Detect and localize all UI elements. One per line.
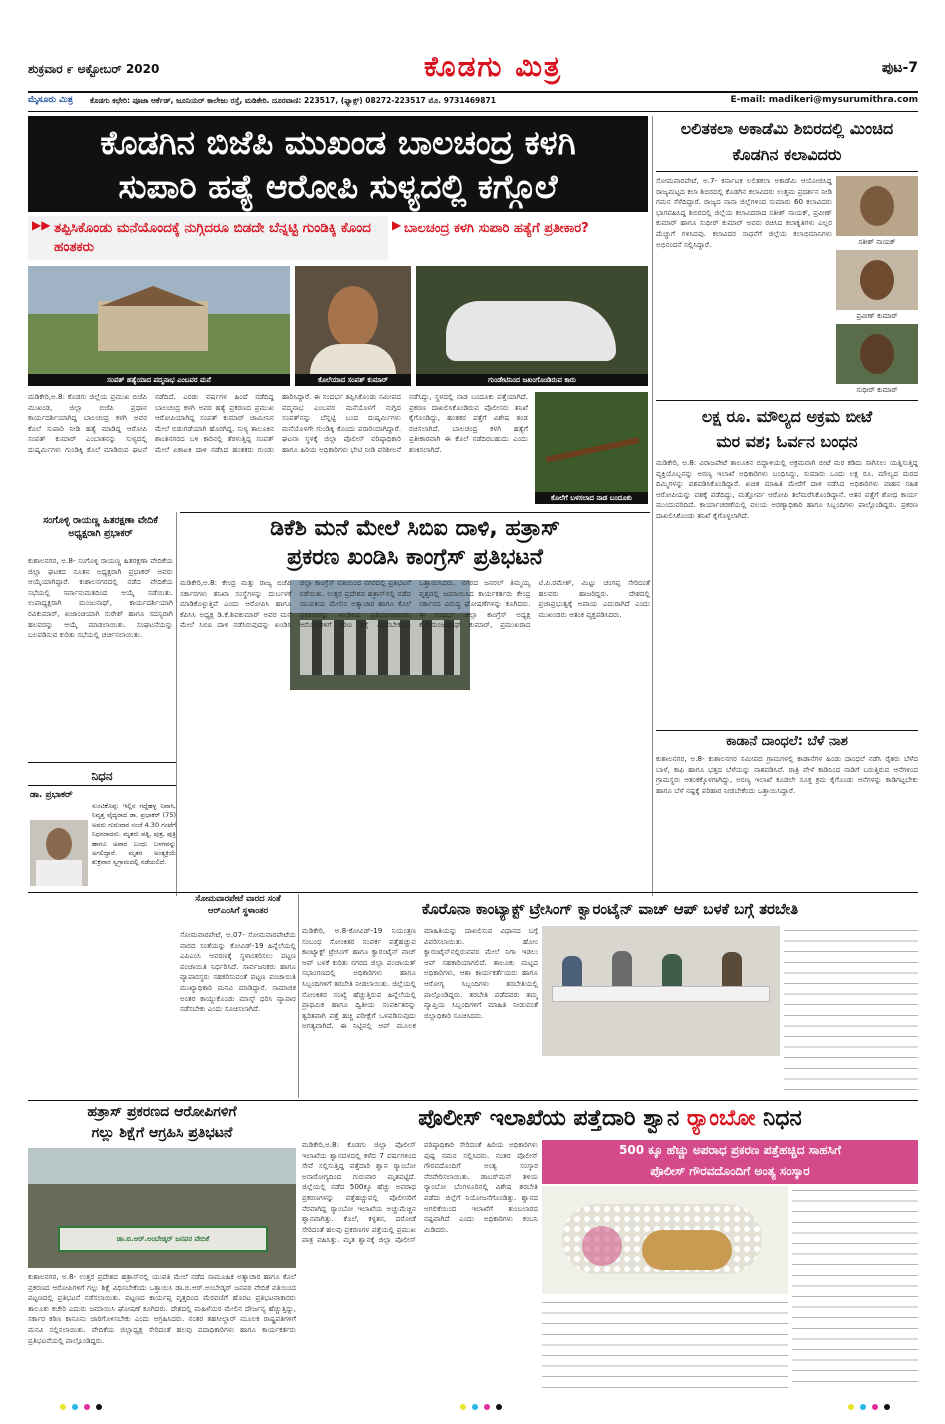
masthead-rule bbox=[28, 91, 918, 93]
photo-victim bbox=[295, 266, 411, 386]
lead-subhead-right bbox=[392, 216, 648, 260]
dog-body: ಮಡಿಕೇರಿ,ಅ.8: ಕೊಡಗು ಜಿಲ್ಲಾ ಪೊಲೀಸ್ ಇಲಾಖೆಯ ಶ್ವಾನದಳದಲ್ಲಿ ಕಳೆದ 7 ವರ್ಷಗಳಿಂದ ಸೇವೆ ಸಲ್ಲಿಸುತ್ತಿದ್ದ ಪತ್ತೆದಾರಿ ಶ್ವಾನ ರ್‍ಯಾಂಬೋ ಅನಾರೋಗ್ಯದಿಂದ ಗುರುವಾರ ಮೃತಪಟ್ಟಿದೆ. ಜಿಲ್ಲೆಯಲ್ಲಿ ನಡೆದ 500ಕ್ಕೂ ಹೆಚ್ಚು ಅಪರಾಧ ಪ್ರಕರಣಗಳನ್ನು ಪತ್ತೆಹಚ್ಚುವಲ್ಲಿ ಪೊಲೀಸರಿಗೆ ನೆರವಾಗಿದ್ದ ರ್‍ಯಾಂಬೋ ಇಲಾಖೆಯ ಅಚ್ಚುಮೆಚ್ಚಿನ ಶ್ವಾನವಾಗಿತ್ತು. ಕೊಲೆ, ಕಳ್ಳತನ, ದರೋಡೆ ಸೇರಿದಂತೆ ಹಲವು ಪ್ರಕರಣಗಳ ಪತ್ತೆಯಲ್ಲಿ ಪ್ರಮುಖ ಪಾತ್ರ ವಹಿಸಿತ್ತು. ಮೃತ ಶ್ವಾನಕ್ಕೆ ಜಿಲ್ಲಾ ಪೊಲೀಸ್ ವರಿಷ್ಠಾಧಿಕಾರಿ ಸೇರಿದಂತೆ ಹಿರಿಯ ಅಧಿಕಾರಿಗಳು ಪುಷ್ಪ ನಮನ ಸಲ್ಲಿಸಿದರು. ನಂತರ ಪೊಲೀಸ್ ಗೌರವದೊಂದಿಗೆ ಅಂತ್ಯ ಸಂಸ್ಕಾರ ನೆರವೇರಿಸಲಾಯಿತು. ಡಾಬರ್‌ಮನ್ ತಳಿಯ ರ್‍ಯಾಂಬೋ ಬೆಂಗಳೂರಿನಲ್ಲಿ ವಿಶೇಷ ತರಬೇತಿ ಪಡೆದು ಜಿಲ್ಲೆಗೆ ನಿಯೋಜನೆಗೊಂಡಿತ್ತು. ಶ್ವಾನದ ಅಗಲಿಕೆಯಿಂದ ಇಲಾಖೆಗೆ ತುಂಬಲಾರದ ನಷ್ಟವಾಗಿದೆ ಎಂದು ಅಧಿಕಾರಿಗಳು ಕಂಬನಿ ಮಿಡಿದರು. bbox=[302, 1140, 538, 1245]
address-strip bbox=[28, 95, 918, 109]
photo-gun bbox=[535, 392, 648, 504]
portrait-praveen bbox=[836, 250, 918, 322]
obituary-section: ನಿಧನ bbox=[28, 766, 176, 786]
rayanna-body: ಕುಶಾಲನಗರ, ಅ.8- ಸಂಗೊಳ್ಳಿ ರಾಯಣ್ಣ ಹಿತರಕ್ಷಣಾ ವೇದಿಕೆಯ ಜಿಲ್ಲಾ ಘಟಕದ ನೂತನ ಅಧ್ಯಕ್ಷರಾಗಿ ಪ್ರಭಾಕರ್ ಅವರು ಆಯ್ಕೆಯಾಗಿದ್ದಾರೆ. ಕುಶಾಲನಗರದಲ್ಲಿ ನಡೆದ ವೇದಿಕೆಯ ಸಭೆಯಲ್ಲಿ ಸರ್ವಾನುಮತದಿಂದ ಆಯ್ಕೆ ನಡೆಯಿತು. ಉಪಾಧ್ಯಕ್ಷರಾಗಿ ಮಂಜುನಾಥ್, ಕಾರ್ಯದರ್ಶಿಯಾಗಿ ರವಿಕುಮಾರ್, ಖಜಾಂಚಿಯಾಗಿ ಸುರೇಶ್ ಹಾಗೂ ಸದಸ್ಯರಾಗಿ ಹಲವರನ್ನು ಆಯ್ಕೆ ಮಾಡಲಾಯಿತು. ಸಂಘಟನೆಯನ್ನು ಬಲಪಡಿಸುವ ಕುರಿತು ಸಭೆಯಲ್ಲಿ ಚರ್ಚಿಸಲಾಯಿತು. bbox=[28, 556, 173, 640]
photo-house bbox=[28, 266, 290, 386]
dog-headline-part3: ನಿಧನ bbox=[763, 1106, 802, 1131]
congress-headline bbox=[180, 514, 650, 572]
covid-body: ಮಡಿಕೇರಿ, ಅ.8-ಕೋವಿಡ್-19 ನಿಯಂತ್ರಣ ಸಂಬಂಧ ಸೋಂಕಿತರ ಸಂಪರ್ಕ ಪತ್ತೆಹಚ್ಚುವ ಕಾಂಟ್ಯಾಕ್ಟ್ ಟ್ರೇಸಿಂಗ್ ಹಾಗೂ ಕ್ವಾರಂಟೈನ್ ವಾಚ್ ಆಪ್ ಬಳಕೆ ಕುರಿತು ನಗರದ ಜಿಲ್ಲಾ ಪಂಚಾಯತ್ ಸಭಾಂಗಣದಲ್ಲಿ ಅಧಿಕಾರಿಗಳು ಹಾಗೂ ಸಿಬ್ಬಂದಿಗಳಿಗೆ ತರಬೇತಿ ನೀಡಲಾಯಿತು. ಜಿಲ್ಲೆಯಲ್ಲಿ ಸೋಂಕಿತರ ಸಂಖ್ಯೆ ಹೆಚ್ಚುತ್ತಿರುವ ಹಿನ್ನೆಲೆಯಲ್ಲಿ ಪ್ರಾಥಮಿಕ ಹಾಗೂ ದ್ವಿತೀಯ ಸಂಪರ್ಕಿತರನ್ನು ತ್ವರಿತವಾಗಿ ಪತ್ತೆ ಹಚ್ಚಿ ಪರೀಕ್ಷೆಗೆ ಒಳಪಡಿಸುವುದು ಅಗತ್ಯವಾಗಿದೆ. ಈ ನಿಟ್ಟಿನಲ್ಲಿ ಆಪ್ ಮೂಲಕ ಮಾಹಿತಿಯನ್ನು ದಾಖಲಿಸುವ ವಿಧಾನದ ಬಗ್ಗೆ ವಿವರಿಸಲಾಯಿತು. ಹೋಂ ಕ್ವಾರಂಟೈನ್‌ನಲ್ಲಿರುವವರ ಮೇಲೆ ನಿಗಾ ಇಡಲು ಆಪ್ ಸಹಕಾರಿಯಾಗಲಿದೆ. ತಾಲೂಕು ಮಟ್ಟದ ಅಧಿಕಾರಿಗಳು, ಆಶಾ ಕಾರ್ಯಕರ್ತೆಯರು ಹಾಗೂ ಆರೋಗ್ಯ ಸಿಬ್ಬಂದಿಗಳು ತರಬೇತಿಯಲ್ಲಿ ಪಾಲ್ಗೊಂಡಿದ್ದರು. ತರಬೇತಿ ಪಡೆದವರು ತಮ್ಮ ವ್ಯಾಪ್ತಿಯ ಸಿಬ್ಬಂದಿಗಳಿಗೆ ಮಾಹಿತಿ ನೀಡುವಂತೆ ಜಿಲ್ಲಾಧಿಕಾರಿ ಸೂಚಿಸಿದರು. bbox=[302, 926, 538, 1031]
photo-house-caption: ಸಂಪತ್ ಹತ್ಯೆಯಾದ ಪದ್ಮನಾಭ ಎಂಬವರ ಮನೆ bbox=[28, 374, 290, 386]
lead-headline bbox=[28, 116, 648, 212]
photo-victim-caption: ಕೊಲೆಯಾದ ಸಂಪತ್ ಕುಮಾರ್ bbox=[295, 374, 411, 386]
dog-body-bottom bbox=[542, 1298, 788, 1388]
paper-title: ಕೊಡಗು ಮಿತ್ರ bbox=[423, 50, 562, 83]
elephant-body: ಕುಶಾಲನಗರ, ಅ.8- ಕುಶಾಲನಗರ ಸಮೀಪದ ಗ್ರಾಮಗಳಲ್ಲಿ ಕಾಡಾನೆಗಳ ಹಿಂಡು ದಾಂಧಲೆ ನಡೆಸಿ ರೈತರು ಬೆಳೆದ ಬಾಳೆ, ಕಾಫಿ ಹಾಗೂ ಭತ್ತದ ಬೆಳೆಯನ್ನು ನಾಶಪಡಿಸಿವೆ. ರಾತ್ರಿ ವೇಳೆ ಕಾಡಿನಿಂದ ನಾಡಿಗೆ ಬರುತ್ತಿರುವ ಆನೆಗಳಿಂದ ಗ್ರಾಮಸ್ಥರು ಆತಂಕಕ್ಕೊಳಗಾಗಿದ್ದು, ಅರಣ್ಯ ಇಲಾಖೆ ಕೂಡಲೇ ಸೂಕ್ತ ಕ್ರಮ ಕೈಗೊಂಡು ಆನೆಗಳನ್ನು ಕಾಡಿಗಟ್ಟಬೇಕು ಹಾಗೂ ಬೆಳೆ ನಷ್ಟಕ್ಕೆ ಪರಿಹಾರ ನೀಡಬೇಕೆಂದು ಒತ್ತಾಯಿಸಿದ್ದಾರೆ. bbox=[656, 754, 918, 795]
photo-car bbox=[416, 266, 648, 386]
dog-headline bbox=[302, 1102, 918, 1136]
art-camp-headline: ಲಲಿತಕಲಾ ಅಕಾಡೆಮಿ ಶಿಬಿರದಲ್ಲಿ ಮಿಂಚಿದ ಕೊಡಗಿನ ಕಲಾವಿದರು bbox=[656, 116, 918, 172]
lead-story-body: ಮಡಿಕೇರಿ,ಅ.8: ಕೊಡಗು ಜಿಲ್ಲೆಯ ಪ್ರಮುಖ ಬಿಜೆಪಿ ಮುಖಂಡ, ಜಿಲ್ಲಾ ಬಿಜೆಪಿ ಪ್ರಧಾನ ಕಾರ್ಯದರ್ಶಿಯಾಗಿದ್ದ ಬಾಲಚಂದ್ರ ಕಳಗಿ ಅವರ ಕೊಲೆ ಸುಪಾರಿ ನೀಡಿ ಹತ್ಯೆ ಮಾಡಿದ್ದ ಆರೋಪಿ ಸಂಪತ್ ಕುಮಾರ್ ಎಂಬಾತನನ್ನು ಸುಳ್ಯದಲ್ಲಿ ದುಷ್ಕರ್ಮಿಗಳು ಗುಂಡಿಕ್ಕಿ ಕೊಲೆ ಮಾಡಿರುವ ಘಟನೆ ನಡೆದಿದೆ. ಎರಡು ವರ್ಷಗಳ ಹಿಂದೆ ನಡೆದಿದ್ದ ಬಾಲಚಂದ್ರ ಕಳಗಿ ಅವರ ಹತ್ಯೆ ಪ್ರಕರಣದ ಪ್ರಮುಖ ಆರೋಪಿಯಾಗಿದ್ದ ಸಂಪತ್ ಕುಮಾರ್ ಜಾಮೀನಿನ ಮೇಲೆ ಬಿಡುಗಡೆಯಾಗಿ ಹೊರಗಿದ್ದ. ಸುಳ್ಯ ತಾಲೂಕಿನ ಶಾಂತಿನಗರದ ಬಳಿ ಕಾರಿನಲ್ಲಿ ತೆರಳುತ್ತಿದ್ದ ಸಂಪತ್ ಮೇಲೆ ಏಕಾಏಕಿ ದಾಳಿ ನಡೆಸಿದ ಹಂತಕರು ಗುಂಡು ಹಾರಿಸಿದ್ದಾರೆ. ಈ ಸಂದರ್ಭ ತಪ್ಪಿಸಿಕೊಂಡು ಸಮೀಪದ ಪದ್ಮನಾಭ ಎಂಬವರ ಮನೆಯೊಳಗೆ ನುಗ್ಗಿದ ಸಂಪತ್‌ನನ್ನು ಬೆನ್ನಟ್ಟಿ ಬಂದ ದುಷ್ಕರ್ಮಿಗಳು ಮನೆಯೊಳಗೇ ಗುಂಡಿಕ್ಕಿ ಕೊಂದು ಪರಾರಿಯಾಗಿದ್ದಾರೆ. ಘಟನಾ ಸ್ಥಳಕ್ಕೆ ಜಿಲ್ಲಾ ಪೊಲೀಸ್ ವರಿಷ್ಠಾಧಿಕಾರಿ ಹಾಗೂ ಹಿರಿಯ ಅಧಿಕಾರಿಗಳು ಭೇಟಿ ನೀಡಿ ಪರಿಶೀಲನೆ ನಡೆಸಿದ್ದು, ಸ್ಥಳದಲ್ಲಿ ನಾಡ ಬಂದೂಕು ಪತ್ತೆಯಾಗಿದೆ. ಪ್ರಕರಣ ದಾಖಲಿಸಿಕೊಂಡಿರುವ ಪೊಲೀಸರು ತನಿಖೆ ಕೈಗೊಂಡಿದ್ದು, ಹಂತಕರ ಪತ್ತೆಗೆ ವಿಶೇಷ ತಂಡ ರಚಿಸಲಾಗಿದೆ. ಬಾಲಚಂದ್ರ ಕಳಗಿ ಹತ್ಯೆಗೆ ಪ್ರತೀಕಾರವಾಗಿ ಈ ಕೊಲೆ ನಡೆದಿರಬಹುದು ಎಂದು ಶಂಕಿಸಲಾಗಿದೆ. bbox=[28, 392, 528, 454]
lead-headline-line1: ಕೊಡಗಿನ ಬಿಜೆಪಿ ಮುಖಂಡ ಬಾಲಚಂದ್ರ ಕಳಗಿ bbox=[100, 123, 576, 162]
lead-headline-line2: ಸುಪಾರಿ ಹತ್ಯೆ ಆರೋಪಿ ಸುಳ್ಯದಲ್ಲಿ ಕಗ್ಗೊಲೆ bbox=[118, 167, 558, 206]
timber-body: ಮಡಿಕೇರಿ, ಅ.8: ವಿರಾಜಪೇಟೆ ತಾಲೂಕಿನ ಬಿದ್ದಾಳಿಯಲ್ಲಿ ಅಕ್ರಮವಾಗಿ ಬೀಟೆ ಮರ ಕಡಿದು ಸಾಗಿಸಲು ಯತ್ನಿಸುತ್ತಿದ್ದ ವ್ಯಕ್ತಿಯೊಬ್ಬನನ್ನು ಅರಣ್ಯ ಇಲಾಖೆ ಅಧಿಕಾರಿಗಳು ಬಂಧಿಸಿದ್ದು, ಸುಮಾರು ಒಂದು ಲಕ್ಷ ರೂ. ಮೌಲ್ಯದ ಮರದ ದಿಮ್ಮಿಗಳನ್ನು ವಶಪಡಿಸಿಕೊಂಡಿದ್ದಾರೆ. ಖಚಿತ ಮಾಹಿತಿ ಮೇರೆಗೆ ದಾಳಿ ನಡೆಸಿದ ಅಧಿಕಾರಿಗಳು ವಾಹನ ಸಹಿತ ಆರೋಪಿಯನ್ನು ವಶಕ್ಕೆ ಪಡೆದಿದ್ದು, ಮತ್ತೋರ್ವ ಆರೋಪಿ ತಲೆಮರೆಸಿಕೊಂಡಿದ್ದಾನೆ. ಆತನ ಪತ್ತೆಗೆ ಶೋಧ ಕಾರ್ಯ ಮುಂದುವರಿದಿದೆ. ಕಾರ್ಯಾಚರಣೆಯಲ್ಲಿ ವಲಯ ಅರಣ್ಯಾಧಿಕಾರಿ ಹಾಗೂ ಸಿಬ್ಬಂದಿಗಳು ಪಾಲ್ಗೊಂಡಿದ್ದರು. ಪ್ರಕರಣ ದಾಖಲಿಸಿಕೊಂಡು ತನಿಖೆ ಕೈಗೊಳ್ಳಲಾಗಿದೆ. bbox=[656, 458, 918, 520]
divider bbox=[28, 892, 918, 893]
covid-body-right bbox=[784, 926, 918, 1096]
column-divider bbox=[176, 512, 177, 896]
art-camp-body: ಸೋಮವಾರಪೇಟೆ, ಅ.7- ಕರ್ನಾಟಕ ಲಲಿತಕಲಾ ಅಕಾಡೆಮಿ ಆಯೋಜಿಸಿದ್ದ ರಾಜ್ಯಮಟ್ಟದ ಕಲಾ ಶಿಬಿರದಲ್ಲಿ ಕೊಡಗಿನ ಕಲಾವಿದರು ಉತ್ತಮ ಪ್ರದರ್ಶನ ನೀಡಿ ಗಮನ ಸೆಳೆದಿದ್ದಾರೆ. ರಾಜ್ಯದ ನಾನಾ ಜಿಲ್ಲೆಗಳಿಂದ ಸುಮಾರು 60 ಕಲಾವಿದರು ಭಾಗವಹಿಸಿದ್ದ ಶಿಬಿರದಲ್ಲಿ ಜಿಲ್ಲೆಯ ಕಲಾವಿದರಾದ ಸತೀಶ್ ನಾಯಕ್, ಪ್ರವೀಣ್ ಕುಮಾರ್ ಹಾಗೂ ಸುಧೀರ್ ಕುಮಾರ್ ಅವರು ರಚಿಸಿದ ಕಲಾಕೃತಿಗಳು ಎಲ್ಲರ ಮೆಚ್ಚುಗೆ ಗಳಿಸಿದವು. ಕಲಾವಿದರ ಸಾಧನೆಗೆ ಜಿಲ್ಲೆಯ ಕಲಾಭಿಮಾನಿಗಳು ಅಭಿನಂದನೆ ಸಲ್ಲಿಸಿದ್ದಾರೆ. bbox=[656, 176, 832, 249]
rayanna-headline: ಸಂಗೊಳ್ಳಿ ರಾಯಣ್ಣ ಹಿತರಕ್ಷಣಾ ವೇದಿಕೆ ಅಧ್ಯಕ್ಷರಾಗಿ ಪ್ರಭಾಕರ್ bbox=[43, 515, 158, 539]
timber-headline-line2: ಮರ ವಶ; ಓರ್ವನ ಬಂಧನ bbox=[716, 432, 858, 451]
congress-body: ಮಡಿಕೇರಿ,ಅ.8: ಕೇಂದ್ರ ಮತ್ತು ರಾಜ್ಯ ಬಿಜೆಪಿ ಸರ್ಕಾರಗಳು ತನಿಖಾ ಸಂಸ್ಥೆಗಳನ್ನು ದುರ್ಬಳಕೆ ಮಾಡಿಕೊಳ್ಳುತ್ತಿವೆ ಎಂದು ಆರೋಪಿಸಿ ಹಾಗೂ ಕೆಪಿಸಿಸಿ ಅಧ್ಯಕ್ಷ ಡಿ.ಕೆ.ಶಿವಕುಮಾರ್ ಅವರ ಮನೆ ಮೇಲೆ ಸಿಬಿಐ ದಾಳಿ ನಡೆಸಿರುವುದನ್ನು ಖಂಡಿಸಿ ಜಿಲ್ಲಾ ಕಾಂಗ್ರೆಸ್ ವತಿಯಿಂದ ನಗರದಲ್ಲಿ ಪ್ರತಿಭಟನೆ ನಡೆಯಿತು. ಉತ್ತರ ಪ್ರದೇಶದ ಹತ್ರಾಸ್‌ನಲ್ಲಿ ನಡೆದ ಯುವತಿಯ ಮೇಲಿನ ಅತ್ಯಾಚಾರ ಹಾಗೂ ಕೊಲೆ ಪ್ರಕರಣವನ್ನು ಖಂಡಿಸಿದ ಪ್ರತಿಭಟನಾಕಾರರು ಆರೋಪಿಗಳಿಗೆ ಕಠಿಣ ಶಿಕ್ಷೆ ವಿಧಿಸಬೇಕೆಂದು ಒತ್ತಾಯಿಸಿದರು. ನಗರದ ಜನರಲ್ ತಿಮ್ಮಯ್ಯ ವೃತ್ತದಲ್ಲಿ ಜಮಾಯಿಸಿದ ಕಾರ್ಯಕರ್ತರು ಕೇಂದ್ರ ಸರ್ಕಾರದ ವಿರುದ್ಧ ಘೋಷಣೆಗಳನ್ನು ಕೂಗಿದರು. ಈ ಸಂದರ್ಭ ಜಿಲ್ಲಾ ಕಾಂಗ್ರೆಸ್ ಅಧ್ಯಕ್ಷ ಕೆ.ಕೆ.ಮಂಜುನಾಥ್ ಕುಮಾರ್, ಪ್ರಮುಖರಾದ ಟಿ.ಪಿ.ರಮೇಶ್, ಮಿಟ್ಟು ಚಂಗಪ್ಪ ಸೇರಿದಂತೆ ಹಲವರು ಹಾಜರಿದ್ದರು. ದೇಶದಲ್ಲಿ ಪ್ರಜಾಪ್ರಭುತ್ವಕ್ಕೆ ಅಪಾಯ ಎದುರಾಗಿದೆ ಎಂದು ಮುಖಂಡರು ಆತಂಕ ವ್ಯಕ್ತಪಡಿಸಿದರು. bbox=[180, 578, 650, 630]
arrow-icon: ▶▶ bbox=[32, 218, 51, 232]
dog-photo bbox=[542, 1186, 788, 1294]
divider bbox=[656, 400, 918, 401]
congress-headline-line1: ಡಿಕೆಶಿ ಮನೆ ಮೇಲೆ ಸಿಬಿಐ ದಾಳಿ, ಹತ್ರಾಸ್ bbox=[270, 516, 560, 541]
dog-body-right bbox=[792, 1186, 918, 1388]
hathras-protest-photo bbox=[28, 1148, 296, 1268]
dog-banner bbox=[542, 1140, 918, 1184]
dog-headline-part1: ಪೊಲೀಸ್ ಇಲಾಖೆಯ ಪತ್ತೆದಾರಿ ಶ್ವಾನ bbox=[418, 1106, 680, 1131]
obituary-body: ಸುಂಟಿಕೊಪ್ಪ: ಇಲ್ಲಿನ ಗದ್ದೆಹಳ್ಳ ನಿವಾಸಿ, ನಿವೃತ್ತ ವೈದ್ಯರಾದ ಡಾ. ಪ್ರಭಾಕರ್ (75) ಅವರು ಗುರುವಾರ ಸಂಜೆ 4.30 ಗಂಟೆಗೆ ನಿಧನರಾದರು. ಮೃತರು ಪತ್ನಿ, ಪುತ್ರ, ಪುತ್ರಿ ಹಾಗೂ ಅಪಾರ ಬಂಧು ಬಳಗವನ್ನು ಅಗಲಿದ್ದಾರೆ. ಮೃತರ ಅಂತ್ಯಕ್ರಿಯೆ ಶುಕ್ರವಾರ ಸ್ವಗ್ರಾಮದಲ್ಲಿ ನಡೆಯಲಿದೆ. bbox=[92, 802, 176, 867]
elephant-headline: ಕಾಡಾನೆ ದಾಂಧಲೆ: ಬೆಳೆ ನಾಶ bbox=[656, 730, 918, 752]
market-headline: ಸೋಮವಾರಪೇಟೆ ವಾರದ ಸಂತೆ ಆರ್‌ಎಂಸಿಗೆ ಸ್ಥಳಾಂತರ bbox=[195, 894, 281, 916]
divider bbox=[28, 762, 176, 763]
arrow-icon: ▶ bbox=[392, 218, 402, 232]
divider bbox=[28, 1100, 918, 1101]
column-divider bbox=[652, 116, 653, 896]
protest-banner-text: ಡಾ.ಬಿ.ಆರ್.ಅಂಬೇಡ್ಕರ್ ಜನಪರ ವೇದಿಕೆ bbox=[116, 1235, 210, 1243]
portrait-praveen-caption: ಪ್ರವೀಣ್ ಕುಮಾರ್ bbox=[836, 310, 918, 322]
portrait-sudhir bbox=[836, 324, 918, 396]
portrait-sudhir-caption: ಸುಧೀರ್ ಕುಮಾರ್ bbox=[836, 384, 918, 396]
publisher-logo: ಮೈಸೂರು ಮಿತ್ರ bbox=[28, 95, 73, 105]
lead-subhead-right-text: ಬಾಲಚಂದ್ರ ಕಳಗಿ ಸುಪಾರಿ ಹತ್ಯೆಗೆ ಪ್ರತೀಕಾರ? bbox=[404, 221, 589, 236]
covid-training-photo bbox=[542, 926, 780, 1056]
office-address: ಕೊಡಗು ಕಛೇರಿ: ಪೂಜಾ ಆರ್ಕೆಡ್, ಜೂನಿಯರ್ ಕಾಲೇಜು ರಸ್ತೆ, ಮಡಿಕೇರಿ. ದೂರವಾಣಿ: 223517, (ಫ್ಯಾಕ್ಸ್) 08272-223517 ಮೊ. 9731469871 bbox=[90, 96, 496, 105]
lead-subhead-left bbox=[28, 216, 388, 260]
portrait-satish bbox=[836, 176, 918, 248]
divider bbox=[180, 512, 650, 513]
hathras-body: ಕುಶಾಲನಗರ, ಅ.8- ಉತ್ತರ ಪ್ರದೇಶದ ಹತ್ರಾಸ್‌ನಲ್ಲಿ ಯುವತಿ ಮೇಲೆ ನಡೆದ ಸಾಮೂಹಿಕ ಅತ್ಯಾಚಾರ ಹಾಗೂ ಕೊಲೆ ಪ್ರಕರಣದ ಆರೋಪಿಗಳಿಗೆ ಗಲ್ಲು ಶಿಕ್ಷೆ ವಿಧಿಸಬೇಕೆಂದು ಒತ್ತಾಯಿಸಿ ಡಾ.ಬಿ.ಆರ್.ಅಂಬೇಡ್ಕರ್ ಜನಪರ ವೇದಿಕೆ ವತಿಯಿಂದ ಪಟ್ಟಣದಲ್ಲಿ ಪ್ರತಿಭಟನೆ ನಡೆಸಲಾಯಿತು. ಪಟ್ಟಣದ ಕಾರ್ಯಪ್ಪ ವೃತ್ತದಿಂದ ಮೆರವಣಿಗೆ ಹೊರಟ ಪ್ರತಿಭಟನಾಕಾರರು ತಾಲೂಕು ಕಚೇರಿ ಎದುರು ಜಮಾಯಿಸಿ ಘೋಷಣೆ ಕೂಗಿದರು. ದೇಶದಲ್ಲಿ ಮಹಿಳೆಯರ ಮೇಲಿನ ದೌರ್ಜನ್ಯ ಹೆಚ್ಚುತ್ತಿದ್ದು, ಸರ್ಕಾರ ಕಠಿಣ ಕಾನೂನು ಜಾರಿಗೊಳಿಸಬೇಕು ಎಂದು ಆಗ್ರಹಿಸಿದರು. ನಂತರ ತಹಸೀಲ್ದಾರ್ ಮೂಲಕ ರಾಷ್ಟ್ರಪತಿಗಳಿಗೆ ಮನವಿ ಸಲ್ಲಿಸಲಾಯಿತು. ವೇದಿಕೆಯ ಜಿಲ್ಲಾಧ್ಯಕ್ಷ ಸೇರಿದಂತೆ ಹಲವು ಪದಾಧಿಕಾರಿಗಳು ಹಾಗೂ ಕಾರ್ಯಕರ್ತರು ಪ್ರತಿಭಟನೆಯಲ್ಲಿ ಪಾಲ್ಗೊಂಡಿದ್ದರು. bbox=[28, 1272, 296, 1345]
issue-date: ಶುಕ್ರವಾರ ೯ ಅಕ್ಟೋಬರ್ 2020 bbox=[28, 62, 160, 76]
photo-car-caption: ಗುಂಡೇಟಿನಿಂದ ಜಖಂಗೊಂಡಿರುವ ಕಾರು bbox=[416, 374, 648, 386]
obituary-photo bbox=[30, 820, 88, 886]
masthead bbox=[28, 52, 918, 88]
lead-subhead-left-text: ತಪ್ಪಿಸಿಕೊಂಡು ಮನೆಯೊಂದಕ್ಕೆ ನುಗ್ಗಿದರೂ ಬಿಡದೇ ಬೆನ್ನಟ್ಟಿ ಗುಂಡಿಕ್ಕಿ ಕೊಂದ ಹಂತಕರು bbox=[54, 220, 371, 255]
hathras-headline-line1: ಹತ್ರಾಸ್ ಪ್ರಕರಣದ ಆರೋಪಿಗಳಿಗೆ bbox=[87, 1104, 237, 1120]
dog-banner-line1: 500 ಕ್ಕೂ ಹೆಚ್ಚು ಅಪರಾಧ ಪ್ರಕರಣ ಪತ್ತೆಹಚ್ಚಿದ ಸಾಹಸಿಗೆ bbox=[619, 1143, 841, 1157]
timber-headline-line1: ಲಕ್ಷ ರೂ. ಮೌಲ್ಯದ ಅಕ್ರಮ ಬೀಟೆ bbox=[701, 407, 873, 426]
page-number: ಪುಟ-7 bbox=[881, 60, 918, 76]
portrait-satish-caption: ಸತೀಶ್ ನಾಯಕ್ bbox=[836, 236, 918, 248]
obituary-name: ಡಾ. ಪ್ರಭಾಕರ್ bbox=[30, 790, 73, 800]
market-body: ಸೋಮವಾರಪೇಟೆ, ಅ.07- ಸೋಮವಾರಪೇಟೆಯ ವಾರದ ಸಂತೆಯನ್ನು ಕೋವಿಡ್-19 ಹಿನ್ನೆಲೆಯಲ್ಲಿ ಎಪಿಎಂಸಿ ಆವರಣಕ್ಕೆ ಸ್ಥಳಾಂತರಿಸಲು ಪಟ್ಟಣ ಪಂಚಾಯಿತಿ ನಿರ್ಧರಿಸಿದೆ. ಸಾರ್ವಜನಿಕರು ಹಾಗೂ ವ್ಯಾಪಾರಸ್ಥರು ಸಹಕರಿಸುವಂತೆ ಪಟ್ಟಣ ಪಂಚಾಯಿತಿ ಮುಖ್ಯಾಧಿಕಾರಿ ಮನವಿ ಮಾಡಿದ್ದಾರೆ. ಸಾಮಾಜಿಕ ಅಂತರ ಕಾಯ್ದುಕೊಂಡು ಮಾಸ್ಕ್ ಧರಿಸಿ ವ್ಯಾಪಾರ ನಡೆಸಬೇಕು ಎಂದು ಸೂಚಿಸಲಾಗಿದೆ. bbox=[180, 930, 296, 1014]
dog-headline-name: ರ್‍ಯಾಂಬೋ bbox=[686, 1106, 756, 1131]
hathras-headline-line2: ಗಲ್ಲು ಶಿಕ್ಷೆಗೆ ಆಗ್ರಹಿಸಿ ಪ್ರತಿಭಟನೆ bbox=[91, 1125, 233, 1141]
office-email: E-mail: madikeri@mysurumithra.com bbox=[730, 95, 918, 105]
congress-headline-line2: ಪ್ರಕರಣ ಖಂಡಿಸಿ ಕಾಂಗ್ರೆಸ್ ಪ್ರತಿಭಟನೆ bbox=[287, 545, 543, 570]
timber-headline bbox=[656, 404, 918, 454]
dog-banner-line2: ಪೊಲೀಸ್ ಗೌರವದೊಂದಿಗೆ ಅಂತ್ಯ ಸಂಸ್ಕಾರ bbox=[650, 1164, 810, 1178]
hathras-headline bbox=[28, 1102, 296, 1146]
address-rule bbox=[28, 111, 918, 112]
protest-banner bbox=[58, 1226, 268, 1252]
covid-headline: ಕೊರೊನಾ ಕಾಂಟ್ಯಾಕ್ಟ್ ಟ್ರೇಸಿಂಗ್ ಕ್ವಾರಂಟೈನ್ ವಾಚ್ ಆಪ್ ಬಳಕೆ ಬಗ್ಗೆ ತರಬೇತಿ bbox=[421, 900, 799, 918]
photo-gun-caption: ಕೊಲೆಗೆ ಬಳಸಲಾದ ನಾಡ ಬಂದೂಕು bbox=[535, 492, 648, 504]
column-divider bbox=[298, 894, 299, 1098]
